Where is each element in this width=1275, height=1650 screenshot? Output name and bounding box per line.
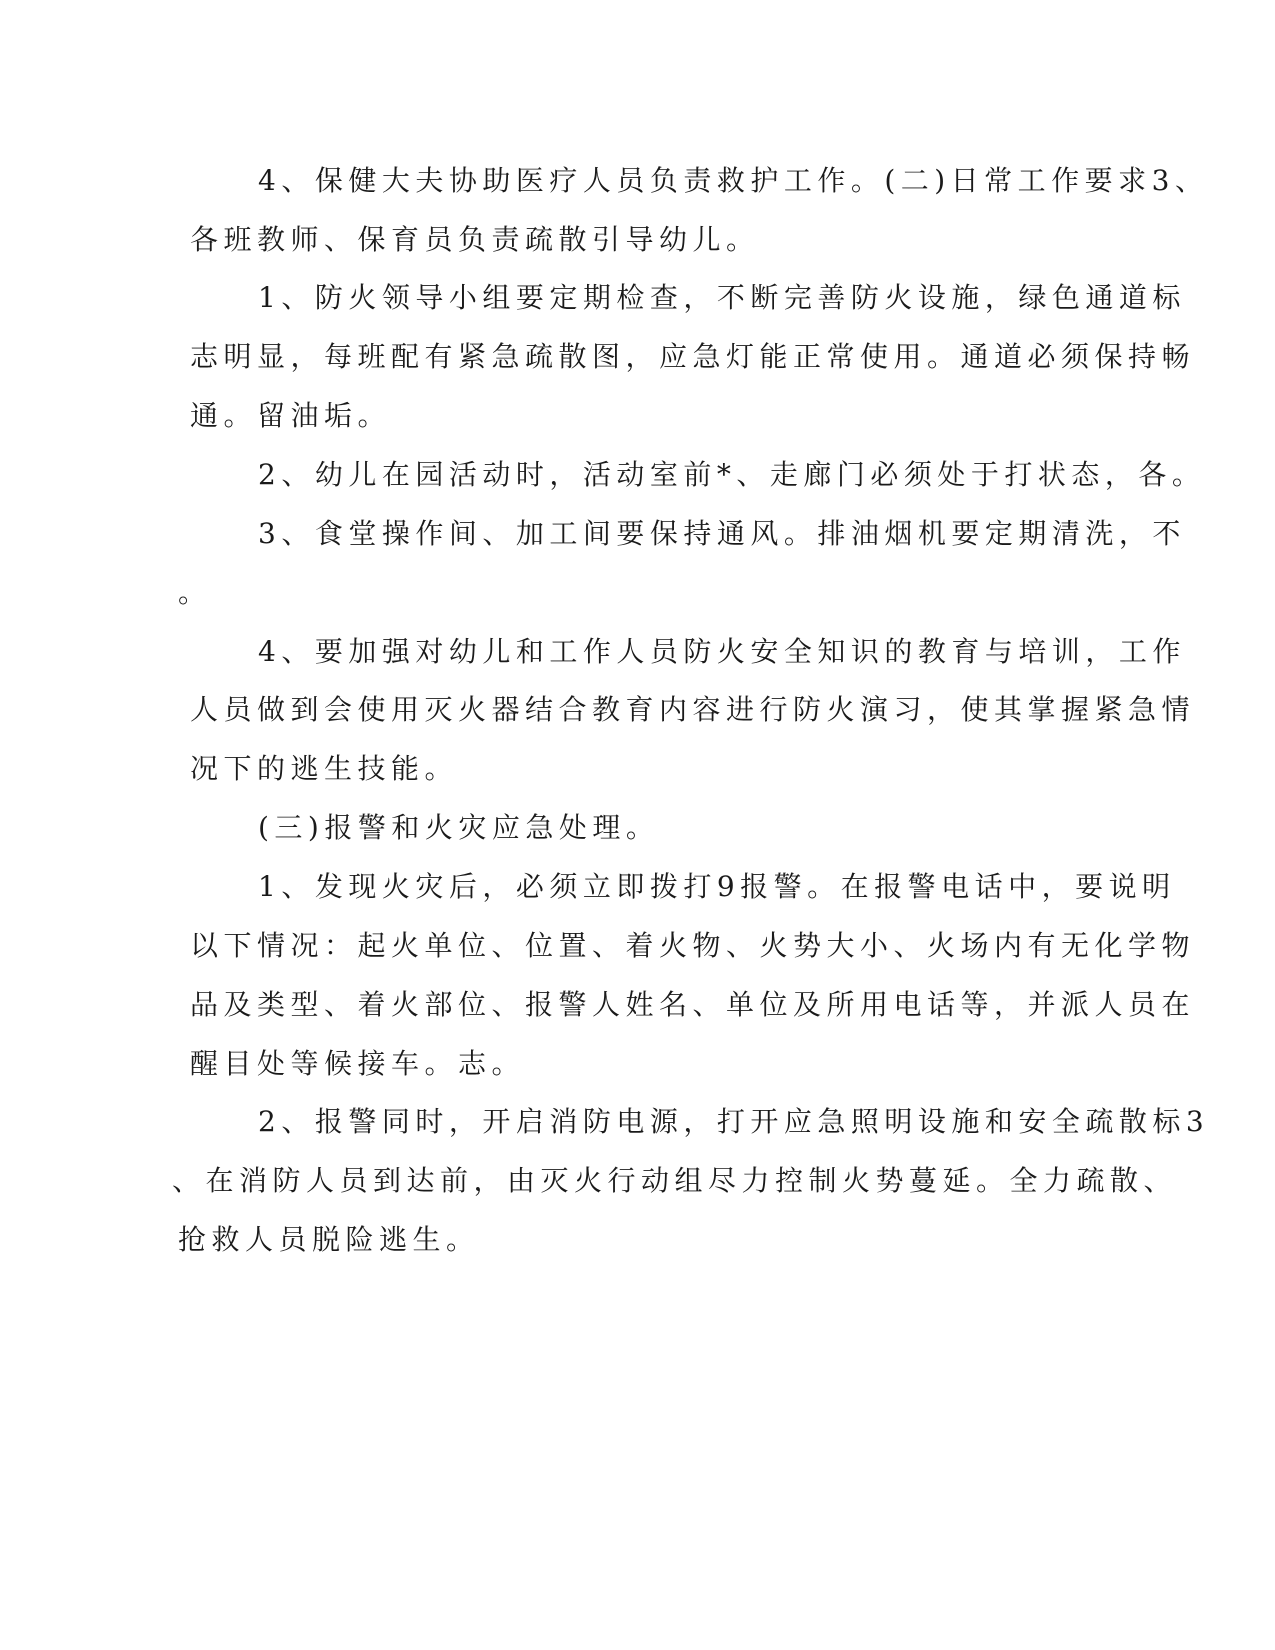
section-heading: (三)报警和火灾应急处理。 bbox=[258, 811, 660, 844]
text-line: 抢救人员脱险逃生。 bbox=[178, 1223, 480, 1256]
text-line: 1、发现火灾后，必须立即拨打9报警。在报警电话中，要说明 bbox=[258, 870, 1176, 903]
text-line: 2、报警同时，开启消防电源，打开应急照明设施和安全疏散标3 bbox=[258, 1105, 1210, 1138]
text-line: 1、防火领导小组要定期检查，不断完善防火设施，绿色通道标 bbox=[258, 281, 1186, 314]
text-line: 、在消防人员到达前，由灭火行动组尽力控制火势蔓延。全力疏散、 bbox=[172, 1164, 1178, 1197]
text-line: 4、要加强对幼儿和工作人员防火安全知识的教育与培训，工作 bbox=[258, 635, 1186, 668]
text-line: 品及类型、着火部位、报警人姓名、单位及所用电话等，并派人员在 bbox=[190, 988, 1196, 1021]
text-line: 人员做到会使用灭火器结合教育内容进行防火演习，使其掌握紧急情 bbox=[190, 693, 1196, 726]
text-line: 况下的逃生技能。 bbox=[190, 752, 459, 785]
text-line: 2、幼儿在园活动时，活动室前*、走廊门必须处于打状态，各。 bbox=[258, 458, 1206, 491]
text-line: 通。留油垢。 bbox=[190, 399, 392, 432]
text-line: 以下情况：起火单位、位置、着火物、火势大小、火场内有无化学物 bbox=[190, 929, 1196, 962]
text-line: 3、食堂操作间、加工间要保持通风。排油烟机要定期清洗，不 bbox=[258, 517, 1186, 550]
text-line: 4、保健大夫协助医疗人员负责救护工作。(二)日常工作要求3、 bbox=[258, 164, 1209, 197]
text-line: 各班教师、保育员负责疏散引导幼儿。 bbox=[190, 223, 760, 256]
text-line: 志明显，每班配有紧急疏散图，应急灯能正常使用。通道必须保持畅 bbox=[190, 340, 1196, 373]
text-line: 。 bbox=[178, 576, 212, 609]
text-line: 醒目处等候接车。志。 bbox=[190, 1047, 526, 1080]
